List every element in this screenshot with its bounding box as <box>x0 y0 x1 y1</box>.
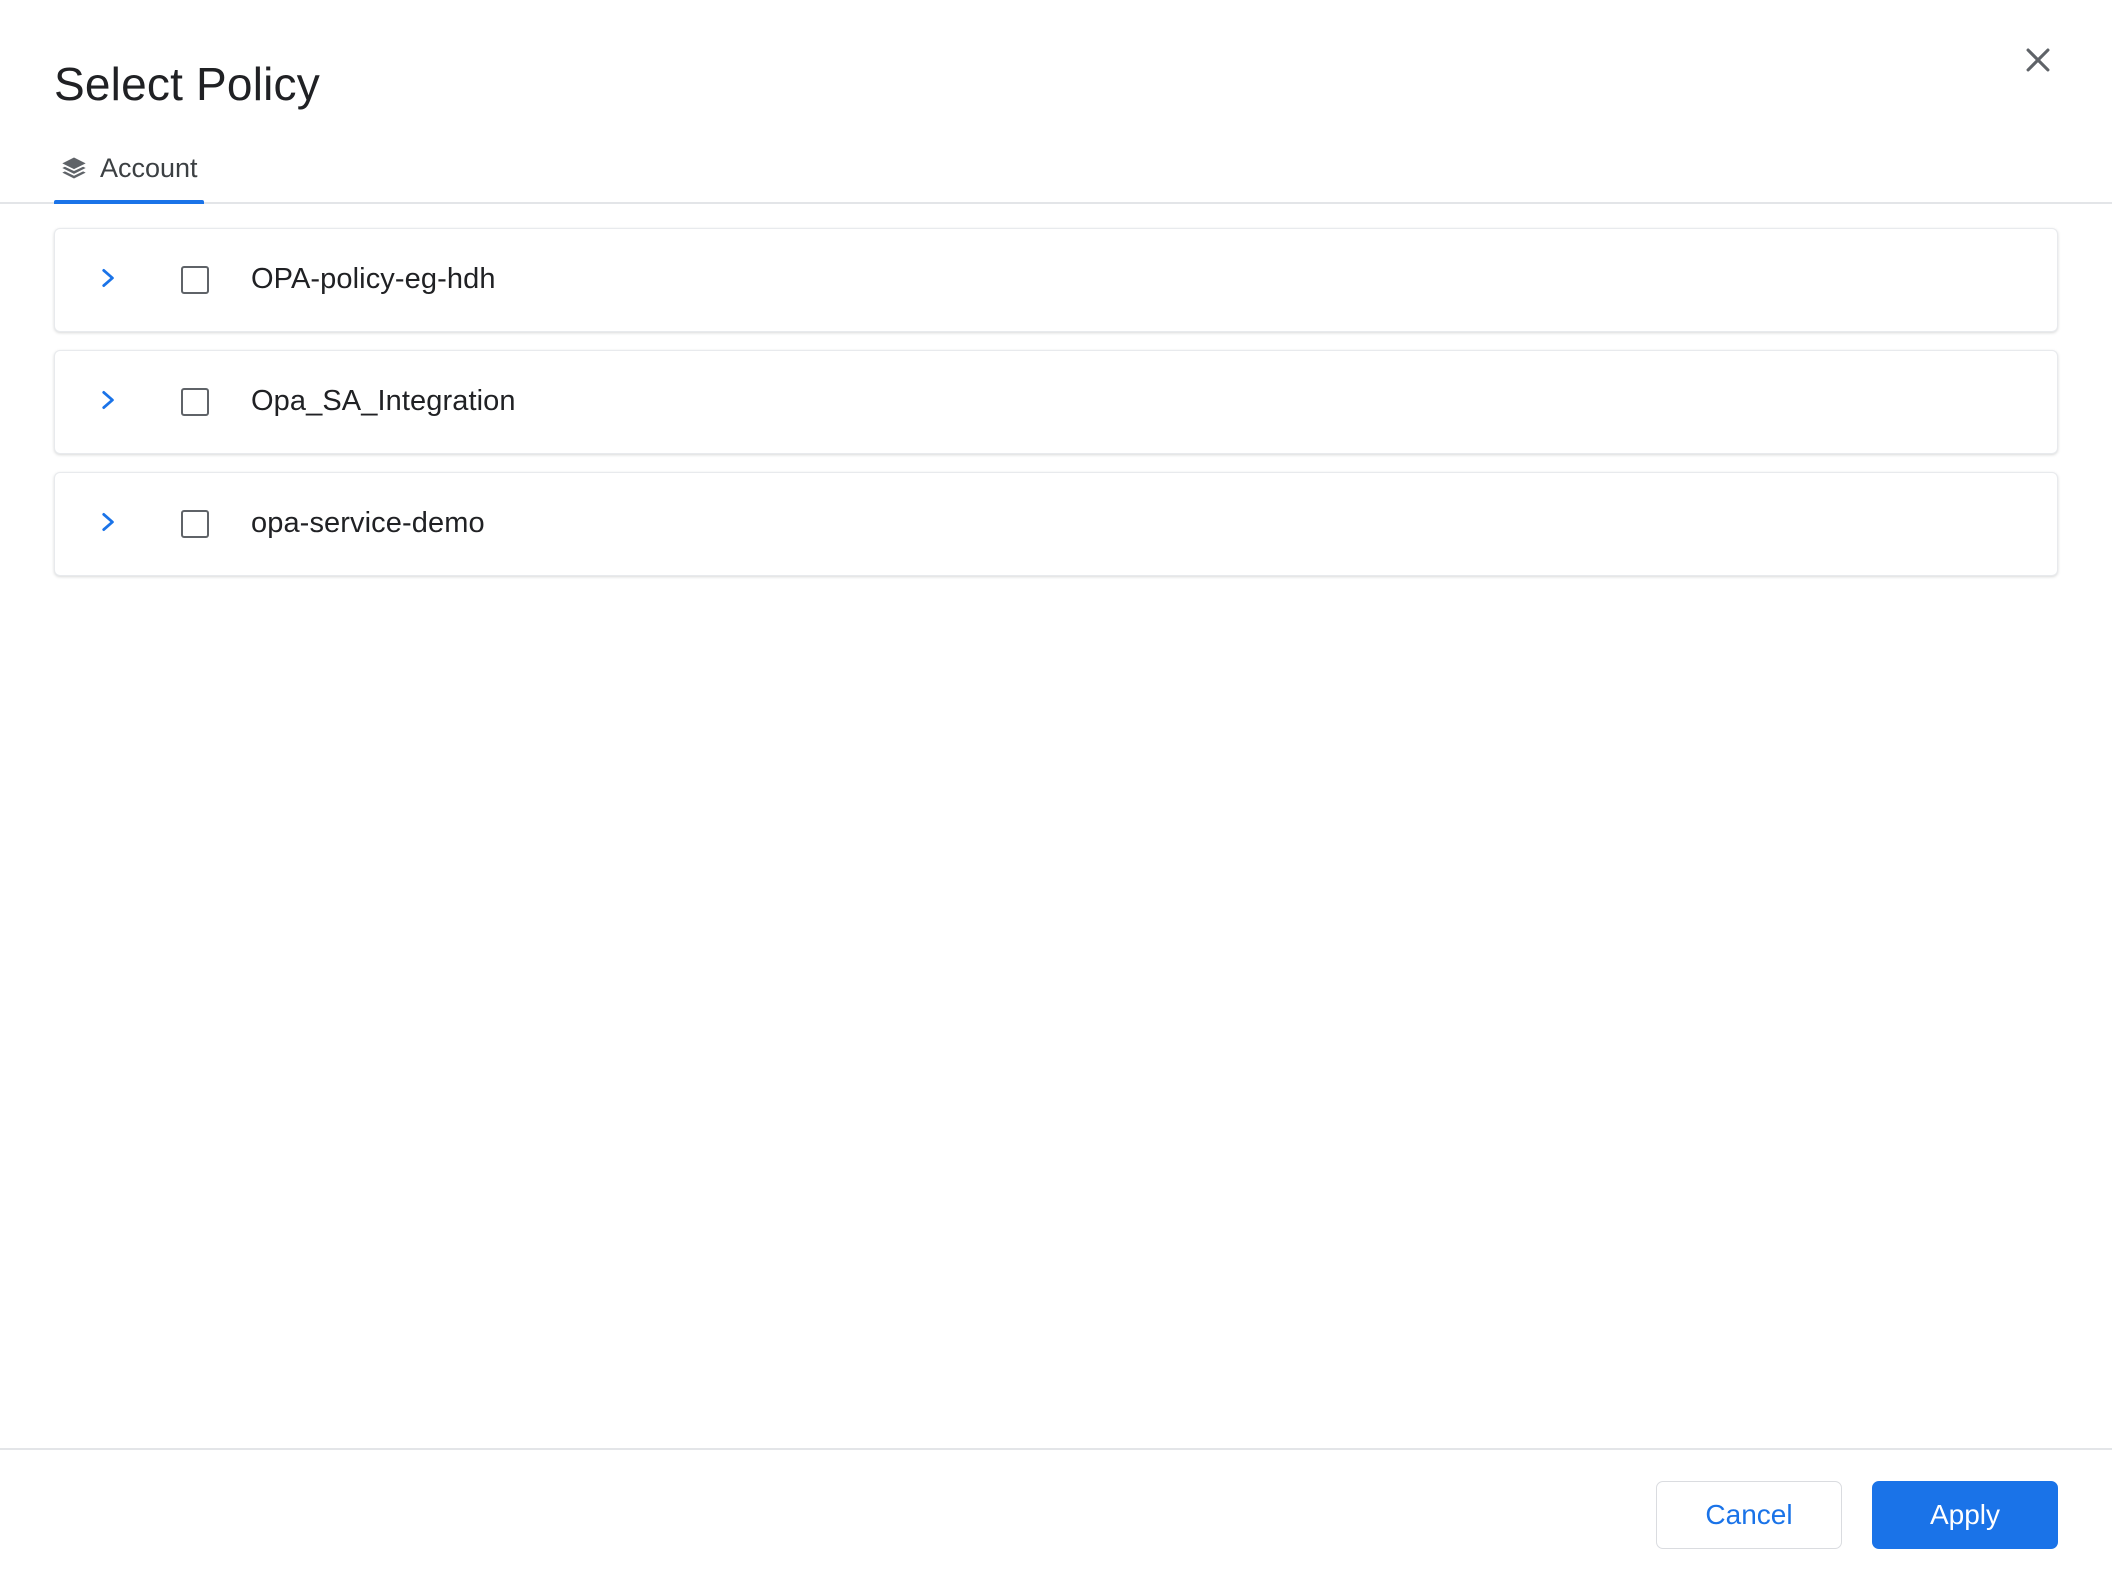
chevron-right-icon <box>94 387 120 416</box>
tab-label: Account <box>100 152 198 183</box>
tab-account[interactable] <box>54 153 204 202</box>
chevron-right-icon <box>94 265 120 294</box>
dialog-footer <box>0 1448 2112 1580</box>
chevron-right-icon <box>94 509 120 538</box>
table-row[interactable] <box>54 472 2058 576</box>
page-title: Select Policy <box>54 58 320 110</box>
expand-row-button[interactable] <box>81 376 133 428</box>
cancel-button[interactable]: Cancel <box>1656 1481 1842 1549</box>
expand-row-button[interactable] <box>81 254 133 306</box>
row-checkbox[interactable] <box>181 266 209 294</box>
row-checkbox[interactable] <box>181 388 209 416</box>
table-row[interactable] <box>54 228 2058 332</box>
policy-name: OPA-policy-eg-hdh <box>251 263 496 296</box>
expand-row-button[interactable] <box>81 498 133 550</box>
tab-bar <box>0 153 2112 204</box>
close-icon <box>2021 43 2055 77</box>
close-button[interactable] <box>2010 32 2066 88</box>
apply-button[interactable]: Apply <box>1872 1481 2058 1549</box>
row-checkbox[interactable] <box>181 510 209 538</box>
policy-name: Opa_SA_Integration <box>251 385 516 418</box>
layers-icon <box>60 154 88 182</box>
dialog-body <box>0 204 2112 1448</box>
table-row[interactable] <box>54 350 2058 454</box>
policy-list <box>54 228 2058 576</box>
dialog-header <box>0 0 2112 111</box>
policy-name: opa-service-demo <box>251 507 485 540</box>
